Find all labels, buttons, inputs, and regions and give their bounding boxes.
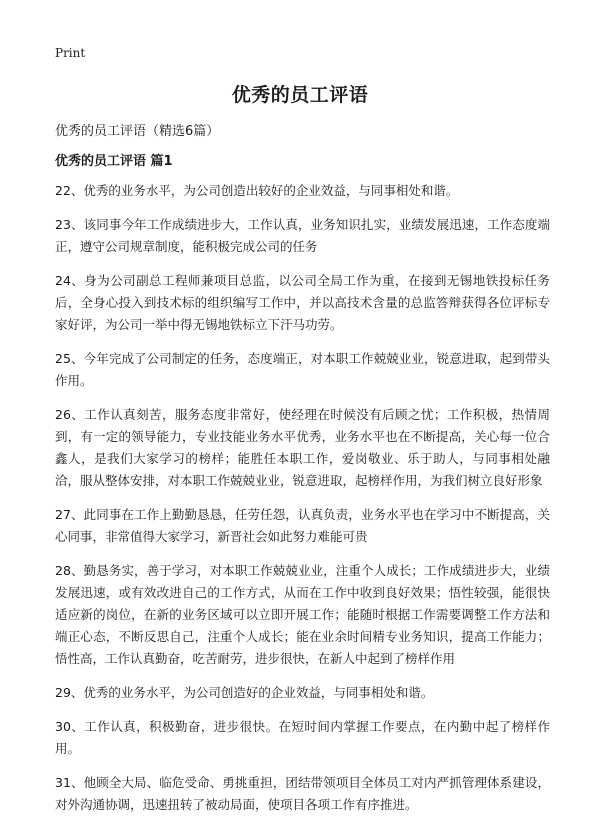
comment-entry: 26、工作认真刻苦，服务态度非常好，使经理在时候没有后顾之忧；工作积极，热情周到，有一定的领导能力，专业技能业务水平优秀，业务水平也在不断提高，关心每一位合鑫人，是我们大家学习的榜样；能胜任本职工作，爱岗敬业、乐于助人，与同事相处融洽，服从整体安排，对本职工作兢兢业业，锐意进取，起榜样作用，为我们树立良好形象 [55, 407, 550, 488]
comment-entry: 28、勤恳务实，善于学习，对本职工作兢兢业业，注重个人成长；工作成绩进步大，业绩发展迅速，或有效改进自己的工作方式，从而在工作中收到良好效果；悟性较强，能很快适应新的岗位，在新的业务区域可以立即开展工作；能随时根据工作需要调整工作方法和端正心态，不断反思自己，注重个人成长；能在业余时间精专业务知识，提高工作能力；悟性高，工作认真勤奋，吃苦耐劳，进步很快，在新人中起到了榜样作用 [55, 563, 550, 666]
comment-entry: 31、他顾全大局、临危受命、勇挑重担，团结带领项目全体员工对内严抓管理体系建设，对外沟通协调，迅速扭转了被动局面，使项目各项工作有序推进。 [55, 775, 550, 812]
print-link[interactable]: Print [55, 46, 86, 60]
comment-entry: 25、今年完成了公司制定的任务，态度端正，对本职工作兢兢业业，锐意进取，起到带头作用。 [55, 351, 550, 388]
comment-entry: 22、优秀的业务水平，为公司创造出较好的企业效益，与同事相处和谐。 [55, 183, 459, 198]
comment-entry: 27、此同事在工作上勤勤恳恳，任劳任怨，认真负责，业务水平也在学习中不断提高，关心同事，非常值得大家学习，新晋社会如此努力难能可贵 [55, 507, 550, 544]
comment-list [55, 180, 550, 828]
section-heading: 优秀的员工评语 篇1 [55, 154, 173, 169]
comment-entry: 29、优秀的业务水平，为公司创造好的企业效益，与同事相处和谐。 [55, 685, 434, 700]
page-title: 优秀的员工评语 [231, 84, 369, 106]
comment-entry: 24、身为公司副总工程师兼项目总监，以公司全局工作为重，在接到无锡地铁投标任务后，全身心投入到技术标的组织编写工作中，并以高技术含量的总监答辩获得各位评标专家好评，为公司一举中得无锡地铁标立下汗马功劳。 [55, 273, 550, 332]
comment-entry: 30、工作认真，积极勤奋，进步很快。在短时间内掌握工作要点，在内勤中起了榜样作用。 [55, 719, 550, 756]
document-subtitle: 优秀的员工评语（精选6篇） [55, 124, 220, 139]
comment-entry: 23、该同事今年工作成绩进步大，工作认真，业务知识扎实，业绩发展迅速，工作态度端正，遵守公司规章制度，能积极完成公司的任务 [55, 217, 550, 254]
